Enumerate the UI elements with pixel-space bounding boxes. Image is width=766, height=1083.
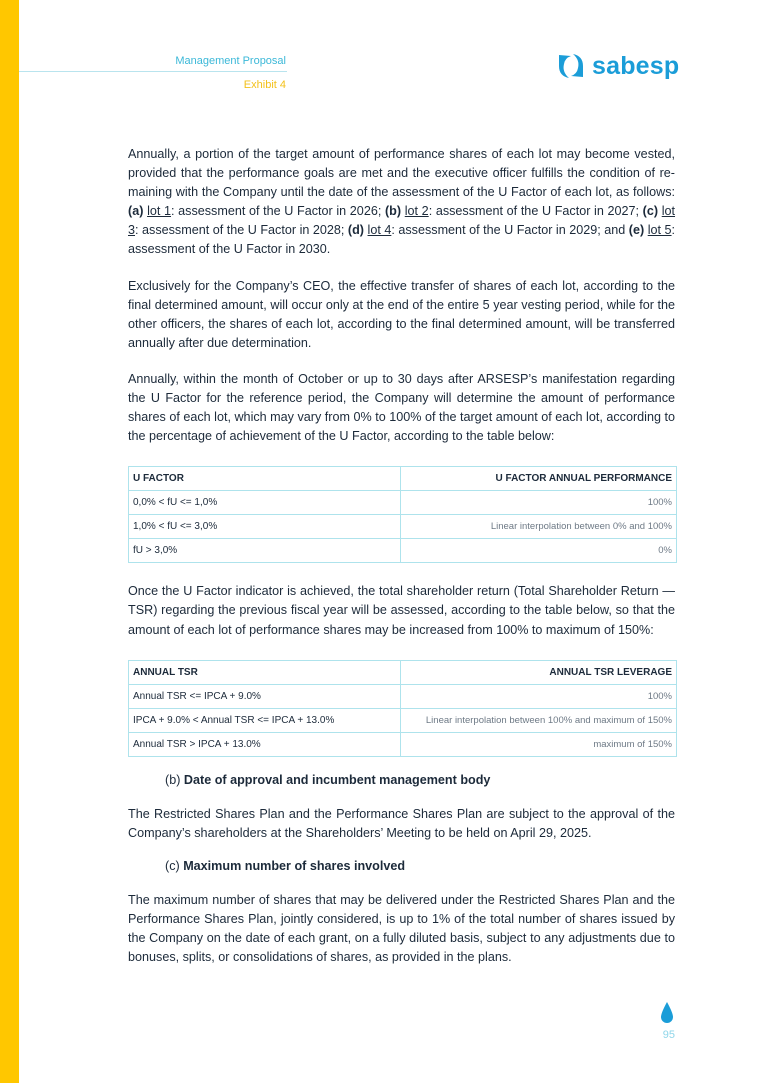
table-row [129,684,677,708]
paragraph-max-shares: The maximum number of shares that may be delivered under the Restricted Shares Plan and the Performance Shares Plan, jointly considered, is up to 1% of the total number of shares issued by the Company on the date of each grant, on a fully diluted basis, subject to any adjustments due to bonuses, splits, or consolidations of shares, as provided in the plans. [128,892,675,965]
lot-5-ref: lot 5 [647,223,672,238]
lot-3-ref: lot 3 [128,204,676,238]
header-title: Management Proposal [175,55,286,67]
sabesp-logo-icon [556,52,586,80]
table-cell: 1,0% < fU <= 3,0% [129,515,401,539]
document-body [128,145,675,967]
column-header: ANNUAL TSR [129,660,401,684]
page-number: 95 [662,1029,675,1041]
header-exhibit: Exhibit 4 [243,79,286,91]
sabesp-logo [556,50,679,82]
lot-4-ref: lot 4 [367,223,392,238]
table-header-row [129,467,677,491]
table-row [129,539,677,563]
column-header: U FACTOR [129,467,401,491]
column-header: U FACTOR ANNUAL PERFORMANCE [401,467,677,491]
table-cell: fU > 3,0% [129,539,401,563]
paragraph-ceo-transfer: Exclusively for the Company’s CEO, the effective transfer of shares of each lot, according to the final determined amount, will occur only at the end of the entire 5 year vesting period, while for the other officers, the shares of each lot, according to the final determined amount, will be transferred annually after due determination. [128,278,675,350]
table-cell: Annual TSR <= IPCA + 9.0% [129,684,401,708]
table-row [129,491,677,515]
table-row [129,708,677,732]
section-heading-b: (b) Date of approval and incumbent management body [165,772,491,787]
annual-tsr-table [128,660,677,757]
table-cell: 100% [401,491,677,515]
table-cell: 0% [401,539,677,563]
logo-text: sabesp [592,51,680,80]
table-row [129,732,677,756]
u-factor-table [128,466,677,563]
table-cell: Linear interpolation between 100% and maximum of 150% [401,708,677,732]
table-cell: 0,0% < fU <= 1,0% [129,491,401,515]
paragraph-october-determination: Annually, within the month of October or up to 30 days after ARSESP’s manifestation regarding the U Factor for the reference period, the Company will determine the amount of performance shares of each lot, which may vary from 0% to 100% of the target amount of each lot, according to the percentage of achievement of the U Factor, according to the table below: [128,371,675,444]
table-cell: Linear interpolation between 0% and 100% [401,515,677,539]
paragraph-approval: The Restricted Shares Plan and the Performance Shares Plan are subject to the approval of the Company’s shareholders at the Shareholders’ Meeting to be held on April 29, 2025. [128,806,675,840]
lot-1-ref: lot 1 [147,204,172,219]
yellow-sidebar-bar [0,0,19,1083]
column-header: ANNUAL TSR LEVERAGE [401,660,677,684]
table-header-row [129,660,677,684]
table-cell: 100% [401,684,677,708]
paragraph-vesting: Annually, a portion of the target amount of performance shares of each lot may become vested, provided that the performance goals are met and the executive officer fulfills the condition of re-maining with the Company until the date of the assessment of the U Factor of each lot, as follows: (a) lot 1: assessment of the U Factor in 2026; (b) lot 2: assessment of the U Factor in 2027; (c) lot 3: assessment of the U Factor in 2028; (d) lot 4: assessment of the U Factor in 2029; and (e) lot 5: assessment of the U Factor in 2030. [128,147,676,257]
header-divider [19,71,287,72]
table-row [129,515,677,539]
table-cell: Annual TSR > IPCA + 13.0% [129,732,401,756]
table-cell: maximum of 150% [401,732,677,756]
lot-2-ref: lot 2 [404,204,429,219]
paragraph-tsr: Once the U Factor indicator is achieved, the total shareholder return (Total Shareholder Return — TSR) regarding the previous fiscal year will be assessed, according to the table below, so that the amount of each lot of performance shares may be increased from 100% to maximum of 150%: [128,584,675,637]
table-cell: IPCA + 9.0% < Annual TSR <= IPCA + 13.0% [129,708,401,732]
section-heading-c: (c) Maximum number of shares involved [165,858,406,873]
water-drop-icon [661,1002,673,1029]
